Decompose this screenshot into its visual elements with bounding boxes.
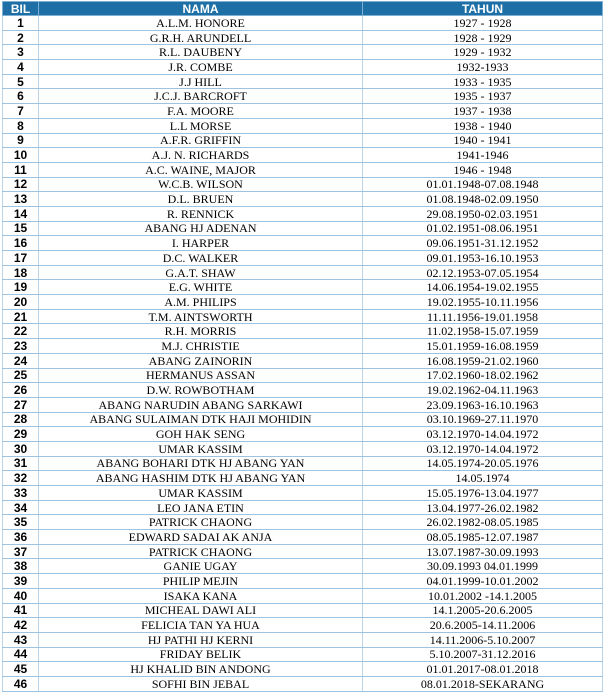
- cell-nama: ISAKA KANA: [39, 588, 363, 603]
- cell-nama: D.W. ROWBOTHAM: [39, 383, 363, 398]
- table-row: [3, 251, 603, 266]
- cell-nama: HERMANUS ASSAN: [39, 368, 363, 383]
- table-row: [3, 74, 603, 89]
- cell-bil: 12: [3, 177, 39, 192]
- cell-bil: 8: [3, 118, 39, 133]
- table-row: [3, 60, 603, 75]
- cell-bil: 42: [3, 618, 39, 633]
- cell-bil: 28: [3, 412, 39, 427]
- cell-nama: PATRICK CHAONG: [39, 515, 363, 530]
- cell-bil: 30: [3, 441, 39, 456]
- cell-tahun: 16.08.1959-21.02.1960: [363, 353, 603, 368]
- cell-tahun: 1946 - 1948: [363, 162, 603, 177]
- cell-nama: FELICIA TAN YA HUA: [39, 618, 363, 633]
- table-row: [3, 471, 603, 486]
- table-row: [3, 486, 603, 501]
- cell-nama: A.M. PHILIPS: [39, 295, 363, 310]
- cell-tahun: 29.08.1950-02.03.1951: [363, 206, 603, 221]
- cell-bil: 38: [3, 559, 39, 574]
- cell-nama: R.H. MORRIS: [39, 324, 363, 339]
- cell-nama: D.C. WALKER: [39, 251, 363, 266]
- cell-bil: 11: [3, 162, 39, 177]
- cell-bil: 40: [3, 588, 39, 603]
- cell-nama: R. RENNICK: [39, 206, 363, 221]
- cell-nama: D.L. BRUEN: [39, 192, 363, 207]
- cell-nama: GANIE UGAY: [39, 559, 363, 574]
- cell-bil: 25: [3, 368, 39, 383]
- cell-bil: 14: [3, 206, 39, 221]
- cell-tahun: 14.05.1974: [363, 471, 603, 486]
- cell-nama: L.L MORSE: [39, 118, 363, 133]
- cell-bil: 16: [3, 236, 39, 251]
- cell-bil: 10: [3, 148, 39, 163]
- cell-bil: 21: [3, 309, 39, 324]
- cell-bil: 27: [3, 397, 39, 412]
- table-row: [3, 309, 603, 324]
- cell-bil: 29: [3, 427, 39, 442]
- table-row: [3, 515, 603, 530]
- cell-bil: 23: [3, 339, 39, 354]
- header-tahun: TAHUN: [363, 2, 603, 16]
- cell-tahun: 14.1.2005-20.6.2005: [363, 603, 603, 618]
- cell-tahun: 1940 - 1941: [363, 133, 603, 148]
- table-row: [3, 676, 603, 691]
- table-row: [3, 397, 603, 412]
- cell-bil: 1: [3, 16, 39, 31]
- table-row: [3, 427, 603, 442]
- table-row: [3, 339, 603, 354]
- cell-bil: 2: [3, 30, 39, 45]
- table-row: [3, 280, 603, 295]
- table-row: [3, 177, 603, 192]
- cell-bil: 17: [3, 251, 39, 266]
- table-row: [3, 412, 603, 427]
- table-row: [3, 265, 603, 280]
- table-row: [3, 192, 603, 207]
- cell-tahun: 1932-1933: [363, 60, 603, 75]
- table-row: [3, 104, 603, 119]
- cell-nama: J.R. COMBE: [39, 60, 363, 75]
- table-row: [3, 441, 603, 456]
- table-row: [3, 118, 603, 133]
- table-row: [3, 324, 603, 339]
- cell-tahun: 5.10.2007-31.12.2016: [363, 647, 603, 662]
- cell-tahun: 1938 - 1940: [363, 118, 603, 133]
- cell-tahun: 08.05.1985-12.07.1987: [363, 530, 603, 545]
- cell-tahun: 11.11.1956-19.01.1958: [363, 309, 603, 324]
- cell-bil: 20: [3, 295, 39, 310]
- cell-bil: 7: [3, 104, 39, 119]
- cell-tahun: 01.02.1951-08.06.1951: [363, 221, 603, 236]
- cell-tahun: 13.07.1987-30.09.1993: [363, 544, 603, 559]
- table-row: [3, 236, 603, 251]
- cell-tahun: 1937 - 1938: [363, 104, 603, 119]
- table-row: [3, 544, 603, 559]
- cell-tahun: 14.11.2006-5.10.2007: [363, 632, 603, 647]
- cell-bil: 34: [3, 500, 39, 515]
- cell-nama: PATRICK CHAONG: [39, 544, 363, 559]
- cell-bil: 22: [3, 324, 39, 339]
- cell-bil: 45: [3, 662, 39, 677]
- cell-tahun: 08.01.2018-SEKARANG: [363, 676, 603, 691]
- cell-nama: SOFHI BIN JEBAL: [39, 676, 363, 691]
- table-header: [3, 2, 603, 16]
- cell-nama: ABANG HASHIM DTK HJ ABANG YAN: [39, 471, 363, 486]
- cell-tahun: 17.02.1960-18.02.1962: [363, 368, 603, 383]
- cell-nama: LEO JANA ETIN: [39, 500, 363, 515]
- cell-nama: ABANG NARUDIN ABANG SARKAWI: [39, 397, 363, 412]
- table-row: [3, 16, 603, 31]
- cell-nama: E.G. WHITE: [39, 280, 363, 295]
- cell-bil: 13: [3, 192, 39, 207]
- cell-nama: FRIDAY BELIK: [39, 647, 363, 662]
- cell-bil: 9: [3, 133, 39, 148]
- table-row: [3, 368, 603, 383]
- cell-tahun: 09.01.1953-16.10.1953: [363, 251, 603, 266]
- cell-tahun: 23.09.1963-16.10.1963: [363, 397, 603, 412]
- cell-nama: A.F.R. GRIFFIN: [39, 133, 363, 148]
- cell-nama: ABANG ZAINORIN: [39, 353, 363, 368]
- cell-nama: A.C. WAINE, MAJOR: [39, 162, 363, 177]
- table-row: [3, 632, 603, 647]
- cell-tahun: 03.12.1970-14.04.1972: [363, 441, 603, 456]
- table-row: [3, 148, 603, 163]
- cell-tahun: 14.05.1974-20.05.1976: [363, 456, 603, 471]
- cell-nama: T.M. AINTSWORTH: [39, 309, 363, 324]
- cell-nama: M.J. CHRISTIE: [39, 339, 363, 354]
- table-row: [3, 295, 603, 310]
- cell-tahun: 19.02.1962-04.11.1963: [363, 383, 603, 398]
- cell-bil: 19: [3, 280, 39, 295]
- table-body: [3, 16, 603, 692]
- cell-bil: 26: [3, 383, 39, 398]
- officers-table: [2, 1, 603, 692]
- cell-bil: 43: [3, 632, 39, 647]
- table-row: [3, 456, 603, 471]
- cell-nama: A.L.M. HONORE: [39, 16, 363, 31]
- table-row: [3, 603, 603, 618]
- cell-bil: 33: [3, 486, 39, 501]
- cell-nama: ABANG SULAIMAN DTK HAJI MOHIDIN: [39, 412, 363, 427]
- cell-tahun: 01.08.1948-02.09.1950: [363, 192, 603, 207]
- cell-bil: 37: [3, 544, 39, 559]
- table-row: [3, 530, 603, 545]
- cell-tahun: 14.06.1954-19.02.1955: [363, 280, 603, 295]
- cell-tahun: 15.01.1959-16.08.1959: [363, 339, 603, 354]
- cell-bil: 3: [3, 45, 39, 60]
- table-row: [3, 588, 603, 603]
- cell-tahun: 1928 - 1929: [363, 30, 603, 45]
- cell-nama: HJ PATHI HJ KERNI: [39, 632, 363, 647]
- table-row: [3, 162, 603, 177]
- cell-nama: I. HARPER: [39, 236, 363, 251]
- cell-bil: 36: [3, 530, 39, 545]
- cell-tahun: 30.09.1993 04.01.1999: [363, 559, 603, 574]
- table-row: [3, 383, 603, 398]
- cell-tahun: 13.04.1977-26.02.1982: [363, 500, 603, 515]
- cell-nama: G.R.H. ARUNDELL: [39, 30, 363, 45]
- cell-tahun: 19.02.1955-10.11.1956: [363, 295, 603, 310]
- table-row: [3, 45, 603, 60]
- cell-nama: W.C.B. WILSON: [39, 177, 363, 192]
- table-row: [3, 574, 603, 589]
- cell-tahun: 03.12.1970-14.04.1972: [363, 427, 603, 442]
- cell-tahun: 01.01.2017-08.01.2018: [363, 662, 603, 677]
- cell-tahun: 1929 - 1932: [363, 45, 603, 60]
- cell-tahun: 1927 - 1928: [363, 16, 603, 31]
- cell-bil: 6: [3, 89, 39, 104]
- cell-nama: EDWARD SADAI AK ANJA: [39, 530, 363, 545]
- cell-bil: 18: [3, 265, 39, 280]
- table-row: [3, 206, 603, 221]
- cell-nama: PHILIP MEJIN: [39, 574, 363, 589]
- cell-tahun: 1933 - 1935: [363, 74, 603, 89]
- header-nama: NAMA: [39, 2, 363, 16]
- cell-nama: HJ KHALID BIN ANDONG: [39, 662, 363, 677]
- cell-nama: F.A. MOORE: [39, 104, 363, 119]
- cell-nama: UMAR KASSIM: [39, 486, 363, 501]
- cell-tahun: 03.10.1969-27.11.1970: [363, 412, 603, 427]
- cell-tahun: 04.01.1999-10.01.2002: [363, 574, 603, 589]
- table-row: [3, 500, 603, 515]
- cell-nama: ABANG HJ ADENAN: [39, 221, 363, 236]
- cell-tahun: 02.12.1953-07.05.1954: [363, 265, 603, 280]
- cell-nama: R.L. DAUBENY: [39, 45, 363, 60]
- cell-tahun: 1935 - 1937: [363, 89, 603, 104]
- table-row: [3, 221, 603, 236]
- cell-bil: 15: [3, 221, 39, 236]
- table-row: [3, 133, 603, 148]
- table-row: [3, 647, 603, 662]
- cell-nama: A.J. N. RICHARDS: [39, 148, 363, 163]
- cell-bil: 41: [3, 603, 39, 618]
- header-row: [3, 2, 603, 16]
- cell-tahun: 01.01.1948-07.08.1948: [363, 177, 603, 192]
- table-row: [3, 618, 603, 633]
- cell-bil: 44: [3, 647, 39, 662]
- cell-nama: J.C.J. BARCROFT: [39, 89, 363, 104]
- cell-bil: 24: [3, 353, 39, 368]
- cell-bil: 5: [3, 74, 39, 89]
- cell-tahun: 09.06.1951-31.12.1952: [363, 236, 603, 251]
- header-bil: BIL: [3, 2, 39, 16]
- table-row: [3, 89, 603, 104]
- cell-tahun: 11.02.1958-15.07.1959: [363, 324, 603, 339]
- cell-tahun: 15.05.1976-13.04.1977: [363, 486, 603, 501]
- cell-nama: UMAR KASSIM: [39, 441, 363, 456]
- cell-tahun: 10.01.2002 -14.1.2005: [363, 588, 603, 603]
- cell-bil: 35: [3, 515, 39, 530]
- cell-bil: 46: [3, 676, 39, 691]
- cell-tahun: 1941-1946: [363, 148, 603, 163]
- cell-nama: ABANG BOHARI DTK HJ ABANG YAN: [39, 456, 363, 471]
- cell-tahun: 26.02.1982-08.05.1985: [363, 515, 603, 530]
- cell-bil: 31: [3, 456, 39, 471]
- cell-nama: G.A.T. SHAW: [39, 265, 363, 280]
- table-row: [3, 559, 603, 574]
- cell-tahun: 20.6.2005-14.11.2006: [363, 618, 603, 633]
- table-row: [3, 30, 603, 45]
- cell-bil: 32: [3, 471, 39, 486]
- table-row: [3, 662, 603, 677]
- cell-bil: 39: [3, 574, 39, 589]
- cell-bil: 4: [3, 60, 39, 75]
- cell-nama: J.J HILL: [39, 74, 363, 89]
- table-row: [3, 353, 603, 368]
- cell-nama: MICHEAL DAWI ALI: [39, 603, 363, 618]
- cell-nama: GOH HAK SENG: [39, 427, 363, 442]
